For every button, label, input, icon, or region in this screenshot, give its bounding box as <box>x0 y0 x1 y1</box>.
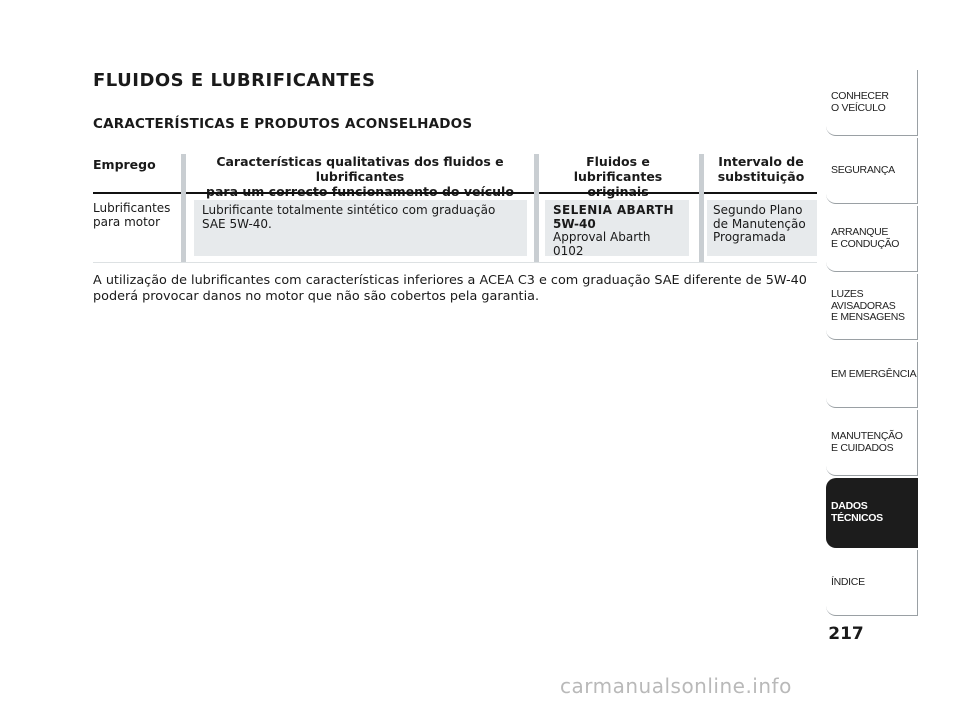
tab-label: EM EMERGÊNCIA <box>831 367 917 380</box>
tab-label: CONHECER O VEÍCULO <box>831 90 889 114</box>
section-subtitle: CARACTERÍSTICAS E PRODUTOS ACONSELHADOS <box>93 116 473 132</box>
column-divider <box>699 154 704 262</box>
header-caracteristicas-line1: Características qualitativas dos fluidos e lubrificantes <box>216 154 504 184</box>
cell-caracteristicas-line1: Lubrificante totalmente sintético com graduação <box>202 203 496 217</box>
tab-manutencao-e-cuidados[interactable] <box>826 410 918 476</box>
cell-fluido-line2: 5W-40 <box>553 216 596 231</box>
cell-fluido-line1: SELENIA ABARTH <box>553 203 674 217</box>
tab-conhecer-o-veiculo[interactable] <box>826 70 918 136</box>
cell-caracteristicas <box>194 200 527 256</box>
header-rule <box>93 192 817 194</box>
table-bottom-line <box>93 262 817 263</box>
column-divider <box>534 154 539 262</box>
cell-caracteristicas-line2: SAE 5W-40. <box>202 216 272 231</box>
warranty-note-line2: poderá provocar danos no motor que não são cobertos pela garantia. <box>93 289 540 304</box>
tab-label: ÍNDICE <box>831 575 865 588</box>
header-emprego: Emprego <box>93 157 156 172</box>
tab-label: SEGURANÇA <box>831 163 895 176</box>
cell-fluido <box>545 200 689 256</box>
tab-label: MANUTENÇÃO E CUIDADOS <box>831 430 903 454</box>
cell-emprego <box>93 202 170 229</box>
cell-intervalo-line1: Segundo Plano <box>713 203 803 217</box>
cell-intervalo <box>707 200 817 256</box>
header-fluidos-line1: Fluidos e lubrificantes <box>573 154 663 184</box>
header-intervalo-line1: Intervalo de <box>718 154 804 169</box>
tab-label: LUZES AVISADORAS E MENSAGENS <box>831 288 905 324</box>
tab-em-emergencia[interactable] <box>826 342 918 408</box>
tab-arranque-e-conducao[interactable] <box>826 206 918 272</box>
header-intervalo-line2: substituição <box>717 169 805 184</box>
header-intervalo <box>705 154 817 184</box>
cell-intervalo-line3: Programada <box>713 230 786 244</box>
warranty-note-line1: A utilização de lubrificantes com características inferiores a ACEA C3 e com graduação SAE diferente de 5W-40 <box>93 273 807 288</box>
cell-emprego-line2: para motor <box>93 214 161 229</box>
column-divider <box>181 154 186 262</box>
cell-intervalo-line2: de Manutenção <box>713 216 806 231</box>
tab-luzes-avisadoras[interactable] <box>826 274 918 340</box>
page-title: FLUIDOS E LUBRIFICANTES <box>93 70 376 91</box>
cell-fluido-line3: Approval Abarth 0102 <box>553 230 651 258</box>
page-number: 217 <box>828 624 864 644</box>
tab-label: ARRANQUE E CONDUÇÃO <box>831 226 900 250</box>
tab-indice[interactable] <box>826 550 918 616</box>
cell-emprego-line1: Lubrificantes <box>93 201 171 215</box>
warranty-note <box>93 273 813 305</box>
tab-dados-tecnicos[interactable] <box>826 478 918 548</box>
tab-seguranca[interactable] <box>826 138 918 204</box>
tab-label: DADOS TÉCNICOS <box>831 500 883 524</box>
watermark: carmanualsonline.info <box>560 674 792 698</box>
